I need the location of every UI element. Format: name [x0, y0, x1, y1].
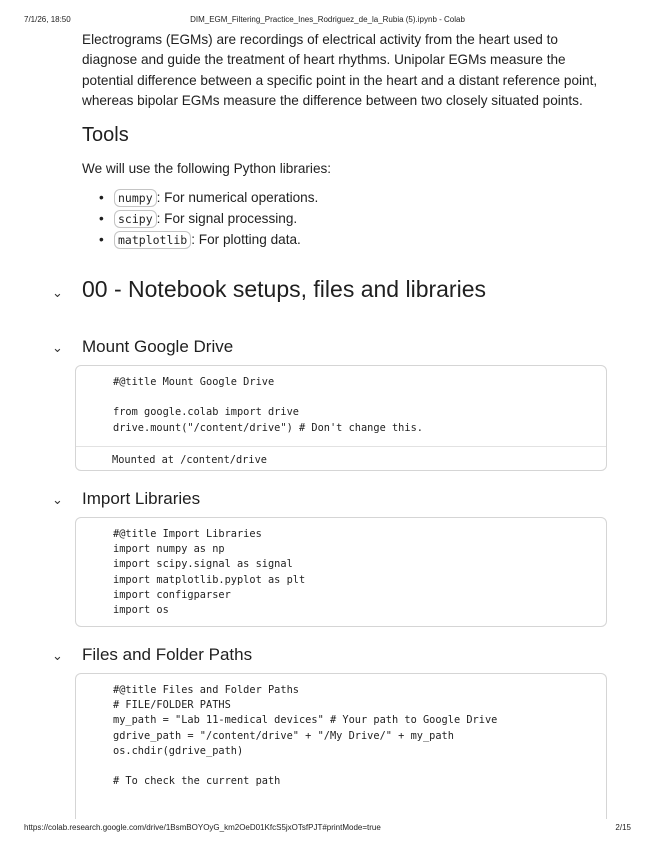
- section-heading-paths: [52, 645, 252, 665]
- list-item-text: : For plotting data.: [191, 232, 301, 247]
- section-heading-mount: [52, 337, 233, 357]
- print-date: 7/1/26, 18:50: [24, 15, 71, 24]
- page-number: 2/15: [615, 823, 631, 832]
- list-item-text: : For numerical operations.: [156, 190, 319, 205]
- section-title: Mount Google Drive: [82, 337, 234, 356]
- list-item: [82, 208, 318, 229]
- list-item: [82, 229, 318, 250]
- list-item: [82, 187, 318, 208]
- bullet-icon: •: [99, 232, 104, 247]
- print-title: DIM_EGM_Filtering_Practice_Ines_Rodriguez_de_la_Rubia (5).ipynb - Colab: [190, 15, 465, 24]
- code-block[interactable]: #@title Mount Google Drive from google.colab import drive drive.mount("/content/drive") # Don't change this.: [113, 376, 423, 434]
- tools-heading: Tools: [82, 124, 129, 146]
- code-block[interactable]: #@title Import Libraries import numpy as np import scipy.signal as signal import matplotlib.pyplot as plt import configparser import os: [113, 528, 306, 617]
- inline-code: numpy: [114, 189, 157, 207]
- intro-paragraph: Electrograms (EGMs) are recordings of electrical activity from the heart used to diagnose and guide the treatment of heart rhythms. Unipolar EGMs measure the potential difference between a specific point in the heart and a distant reference point, whereas bipolar EGMs measure the difference between two closely situated points.: [82, 32, 598, 109]
- section-title: 00 - Notebook setups, files and libraries: [82, 276, 486, 302]
- list-item-text: : For signal processing.: [156, 211, 298, 226]
- code-cell-imports[interactable]: [75, 517, 607, 627]
- code-block[interactable]: #@title Files and Folder Paths # FILE/FOLDER PATHS my_path = "Lab 11-medical devices" # Your path to Google Drive gdrive_path = "/content/drive" + "/My Drive/" + my_path os.chdir(gdrive_path) # To check the current path: [113, 684, 498, 788]
- inline-code: scipy: [114, 210, 157, 228]
- bullet-icon: •: [99, 190, 104, 205]
- tools-list: [82, 187, 318, 250]
- chevron-down-icon[interactable]: ⌄: [52, 340, 63, 355]
- chevron-down-icon[interactable]: ⌄: [52, 492, 63, 507]
- chevron-down-icon[interactable]: ⌄: [52, 648, 63, 663]
- section-title: Files and Folder Paths: [82, 645, 253, 664]
- section-heading-imports: [52, 489, 200, 509]
- print-header: [0, 15, 655, 27]
- code-cell-mount[interactable]: [75, 365, 607, 471]
- inline-code: matplotlib: [114, 231, 191, 249]
- chevron-down-icon[interactable]: ⌄: [52, 285, 63, 300]
- code-cell-paths[interactable]: [75, 673, 607, 819]
- section-title: Import Libraries: [82, 489, 201, 508]
- print-footer: [0, 823, 655, 835]
- tools-intro: We will use the following Python libraries:: [82, 161, 332, 176]
- print-url: https://colab.research.google.com/drive/1BsmBOYOyG_km2OeD01KfcS5jxOTsfPJT#printMode=true: [24, 823, 381, 832]
- cell-output: Mounted at /content/drive: [76, 446, 606, 473]
- bullet-icon: •: [99, 211, 104, 226]
- section-heading-setup: [52, 276, 486, 303]
